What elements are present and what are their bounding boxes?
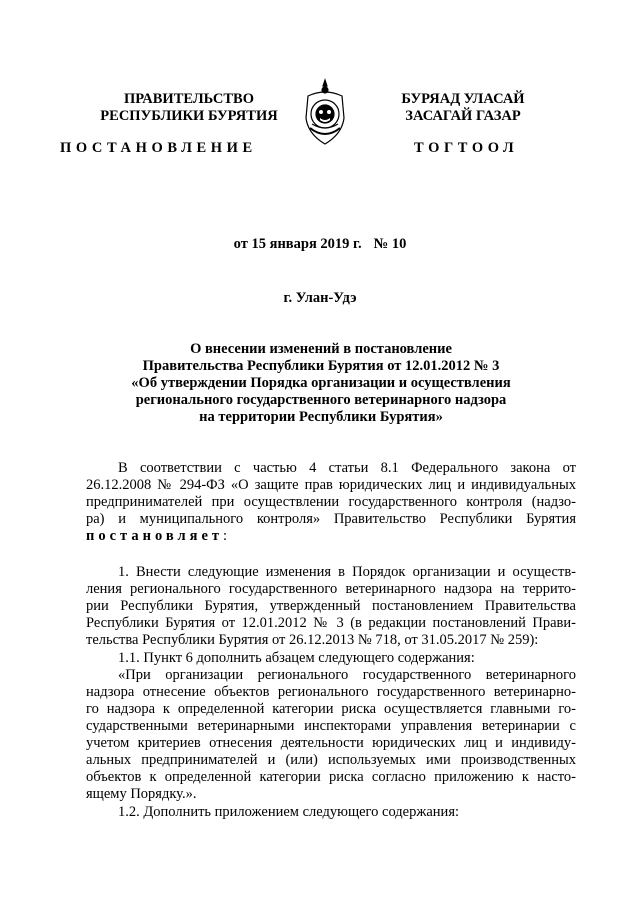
- title-line: Правительства Республики Бурятия от 12.01.2012 № 3: [142, 358, 500, 374]
- item-1-line: ления регионального государственного ветеринарного надзора на террито-: [86, 581, 576, 597]
- header-left-line2: РЕСПУБЛИКИ БУРЯТИЯ: [100, 108, 278, 124]
- quote-line: учетом критериев отнесения деятельности юридических лиц и индивиду-: [86, 735, 576, 751]
- header-right-line2: ЗАСАГАЙ ГАЗАР: [405, 108, 521, 124]
- preamble-line: В соответствии с частью 4 статьи 8.1 Федерального закона от: [118, 460, 576, 476]
- preamble-line: ра) и муниципального контроля» Правительство Республики Бурятия: [86, 511, 576, 527]
- title-line: «Об утверждении Порядка организации и осуществления: [131, 375, 511, 391]
- quote-line: ящему Порядку.».: [86, 786, 197, 802]
- quote-line: «При организации регионального государственного ветеринарного: [118, 667, 576, 683]
- title-line: О внесении изменений в постановление: [190, 341, 452, 357]
- decree-line: [86, 528, 576, 545]
- quote-paragraph: [86, 667, 576, 803]
- quote-line: сударственными ветеринарными инспекторами управления ветеринарии с: [86, 718, 576, 734]
- document-city: г. Улан-Удэ: [283, 290, 357, 306]
- document-date: от 15 января 2019 г.: [233, 236, 362, 252]
- document-title: [90, 341, 552, 426]
- header-left-authority: [94, 91, 284, 125]
- preamble-line: 26.12.2008 № 294-ФЗ «О защите прав юридических лиц и индивидуальных: [86, 477, 576, 493]
- item-1-paragraph: [86, 564, 576, 649]
- preamble-paragraph: [86, 460, 576, 545]
- title-line: на территории Республики Бурятия»: [199, 409, 443, 425]
- header-right-authority: [368, 91, 558, 125]
- coat-of-arms-emblem-icon: [298, 78, 352, 148]
- header-left-line1: ПРАВИТЕЛЬСТВО: [124, 91, 254, 107]
- item-1-line: 1. Внести следующие изменения в Порядок организации и осуществ-: [118, 564, 576, 580]
- title-line: регионального государственного ветеринарного надзора: [135, 392, 507, 408]
- quote-line: надзора отнесение объектов регионального государственного ветеринарно-: [86, 684, 576, 700]
- item-1-line: Республики Бурятия от 12.01.2012 № 3 (в редакции постановлений Прави-: [86, 615, 576, 631]
- date-number-line: [0, 236, 640, 253]
- preamble-line: предпринимателей при осуществлении государственного контроля (надзо-: [86, 494, 576, 510]
- item-1-line: тельства Республики Бурятия от 26.12.2013 № 718, от 31.05.2017 № 259):: [86, 632, 539, 648]
- decree-colon: :: [223, 528, 228, 544]
- doc-kind-left: ПОСТАНОВЛЕНИЕ: [60, 140, 257, 156]
- decree-word: постановляет: [86, 528, 224, 544]
- header-right-line1: БУРЯАД УЛАСАЙ: [401, 91, 525, 107]
- item-1-1-paragraph: 1.1. Пункт 6 дополнить абзацем следующего содержания:: [118, 650, 475, 666]
- item-1-line: рии Республики Бурятия, утвержденный постановлением Правительства: [86, 598, 576, 614]
- quote-line: альных предпринимателей и (или) используемых ими производственных: [86, 752, 576, 768]
- item-1-2-paragraph: 1.2. Дополнить приложением следующего содержания:: [118, 804, 460, 820]
- document-number: № 10: [373, 236, 407, 252]
- doc-kind-right: ТОГТООЛ: [414, 140, 519, 156]
- quote-line: объектов к определенной категории риска согласно приложению к насто-: [86, 769, 576, 785]
- quote-line: го надзора к определенной категории риска осуществляется главными го-: [86, 701, 576, 717]
